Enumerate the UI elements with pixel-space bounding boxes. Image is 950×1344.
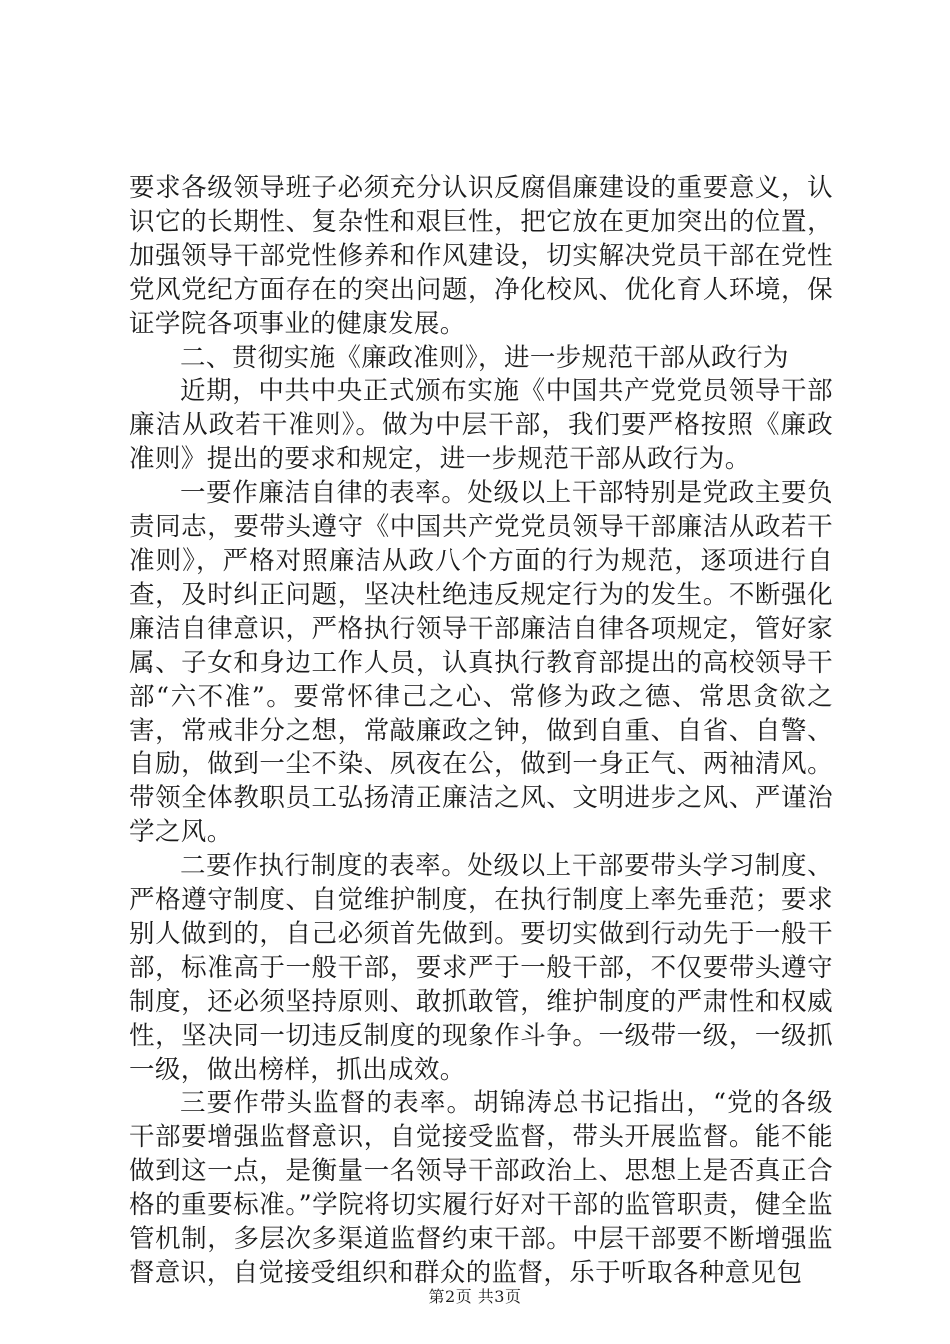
paragraph-point-three: 三要作带头监督的表率。胡锦涛总书记指出，“党的各级干部要增强监督意识，自觉接受监督，带头开展监督。能不能做到这一点，是衡量一名领导干部政治上、思想上是否真正合格的重要标准。”学院将切实履行好对干部的监管职责，健全监管机制，多层次多渠道监督约束干部。中层干部要不断增强监督意识，自觉接受组织和群众的监督，乐于听取各种意见包 xyxy=(129,1088,833,1288)
paragraph-continuation: 要求各级领导班子必须充分认识反腐倡廉建设的重要意义，认识它的长期性、复杂性和艰巨性，把它放在更加突出的位置，加强领导干部党性修养和作风建设，切实解决党员干部在党性党风党纪方面存在的突出问题，净化校风、优化育人环境，保证学院各项事业的健康发展。 xyxy=(129,173,833,339)
paragraph-point-two: 二要作执行制度的表率。处级以上干部要带头学习制度、严格遵守制度、自觉维护制度，在执行制度上率先垂范；要求别人做到的，自己必须首先做到。要切实做到行动先于一般干部，标准高于一般干部，要求严于一般干部，不仅要带头遵守制度，还必须坚持原则、敢抓敢管，维护制度的严肃性和权威性，坚决同一切违反制度的现象作斗争。一级带一级，一级抓一级，做出榜样，抓出成效。 xyxy=(129,851,833,1085)
page-footer: 第2页 共3页 xyxy=(428,1287,522,1306)
document-body xyxy=(129,172,833,1291)
paragraph-intro: 近期，中共中央正式颁布实施《中国共产党党员领导干部廉洁从政若干准则》。做为中层干部，我们要严格按照《廉政准则》提出的要求和规定，进一步规范干部从政行为。 xyxy=(129,376,833,475)
paragraph-point-one: 一要作廉洁自律的表率。处级以上干部特别是党政主要负责同志，要带头遵守《中国共产党党员领导干部廉洁从政若干准则》，严格对照廉洁从政八个方面的行为规范，逐项进行自查，及时纠正问题，坚决杜绝违反规定行为的发生。不断强化廉洁自律意识，严格执行领导干部廉洁自律各项规定，管好家属、子女和身边工作人员，认真执行教育部提出的高校领导干部“六不准”。要常怀律己之心、常修为政之德、常思贪欲之害，常戒非分之想，常敲廉政之钟，做到自重、自省、自警、自励，做到一尘不染、夙夜在公，做到一身正气、两袖清风。带领全体教职员工弘扬清正廉洁之风、文明进步之风、严谨治学之风。 xyxy=(129,478,833,848)
section-heading: 二、贯彻实施《廉政准则》，进一步规范干部从政行为 xyxy=(180,342,789,373)
